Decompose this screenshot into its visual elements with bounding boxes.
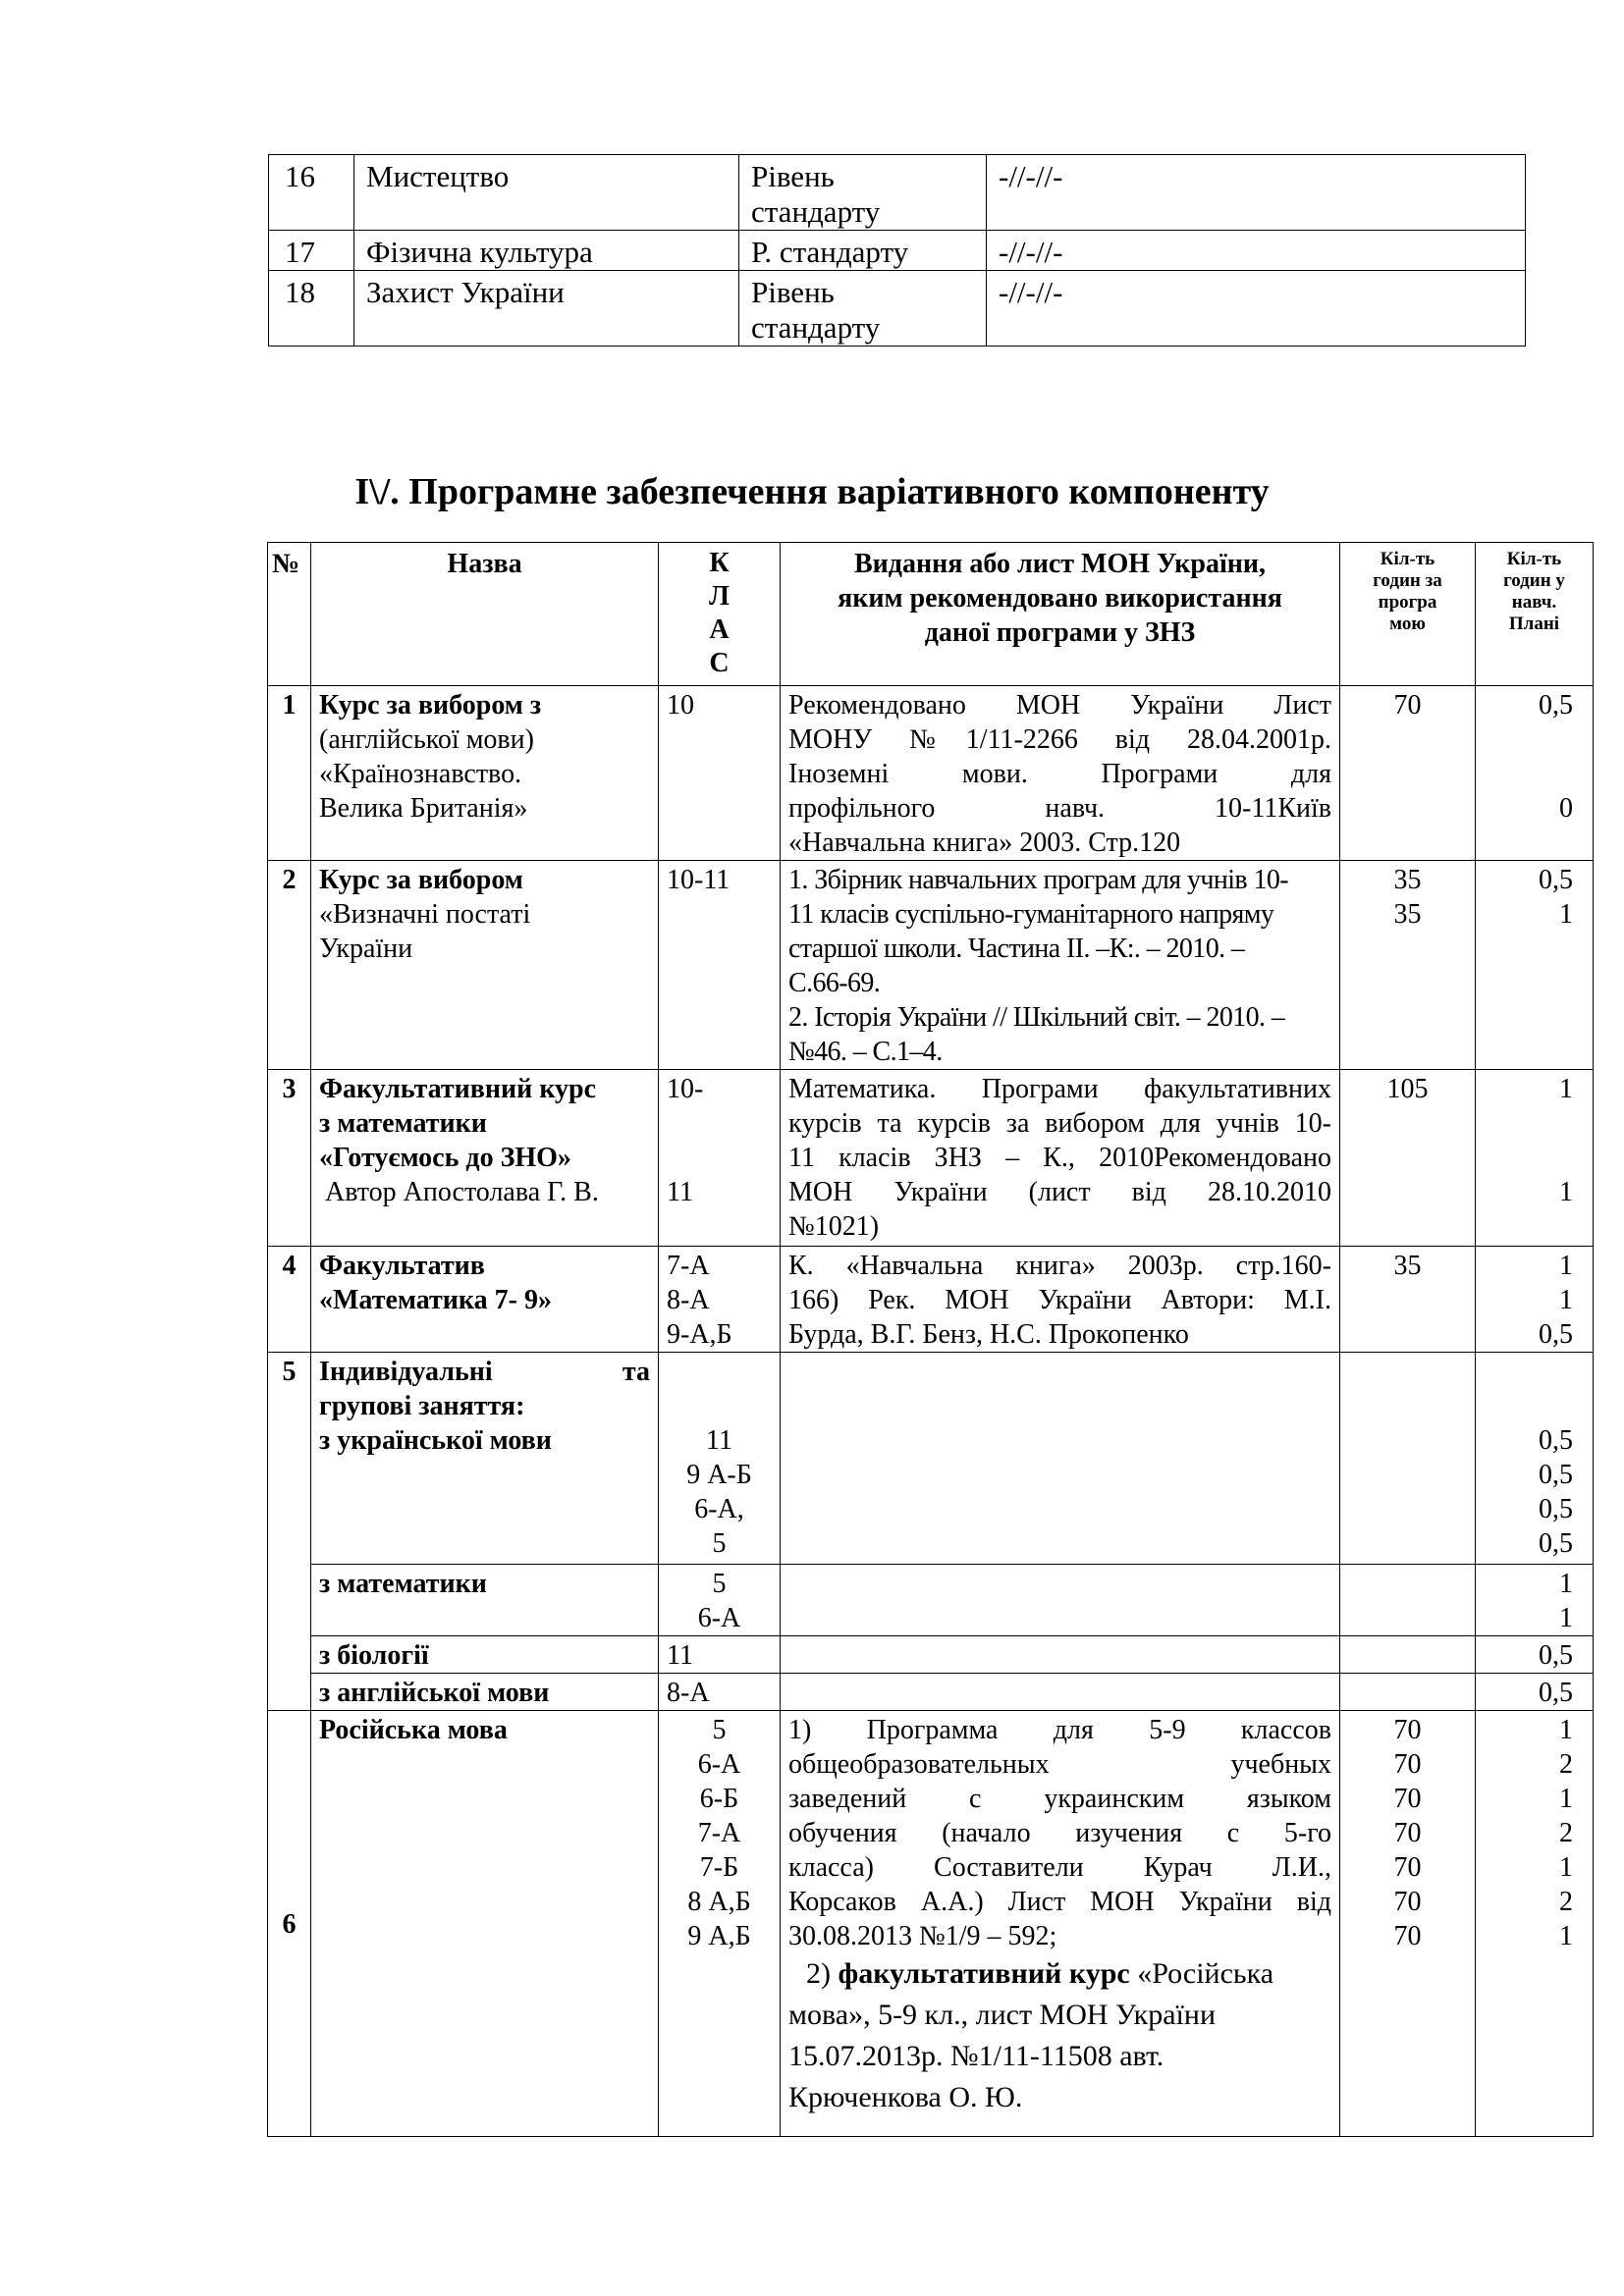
text-line: 1	[1559, 1921, 1573, 1951]
text-line: -//-//-	[999, 235, 1063, 269]
subject-note	[987, 271, 1526, 347]
text-line: 0,5	[1539, 1494, 1573, 1524]
table-row	[268, 1636, 1594, 1674]
course-subname: з математики	[311, 1565, 659, 1636]
header-publication	[781, 543, 1340, 686]
text-line: Рівень	[751, 159, 835, 193]
text-line: Захист України	[366, 275, 565, 309]
text-line: -//-//-	[999, 159, 1063, 193]
text-line: Автор Апостолава Г. В.	[325, 1177, 599, 1207]
course-plan	[1476, 1565, 1594, 1636]
text-line: профільного навч. 10-11Київ	[788, 793, 1331, 824]
subject-name	[354, 231, 739, 271]
subject-row	[269, 231, 1526, 271]
subject-number	[269, 155, 354, 231]
text-line: заведений с украинским языком	[788, 1784, 1331, 1814]
text-line: з української мови	[319, 1425, 552, 1456]
course-name	[311, 1353, 659, 1565]
course-name-bold	[319, 1072, 650, 1175]
text-line	[1484, 722, 1573, 757]
text-line: 105	[1386, 1074, 1429, 1104]
header-number: №	[268, 543, 311, 686]
text-line: 15.07.2013р. №1/11-11508 авт.	[788, 2040, 1164, 2072]
subject-row	[269, 155, 1526, 231]
text-line: 8 А,Б	[687, 1887, 751, 1917]
course-publication	[781, 861, 1340, 1070]
text-line: 70	[1393, 1749, 1422, 1780]
text-line: Рекомендовано МОН України Лист	[788, 690, 1331, 721]
text-line: 2	[1559, 1749, 1573, 1780]
program-table-header	[268, 543, 1594, 686]
text-line: 0,5	[1539, 1319, 1573, 1350]
text-line: групові заняття:	[319, 1391, 525, 1421]
text-line: К	[709, 548, 730, 578]
text-line	[667, 1389, 772, 1423]
text-line: Бурда, В.Г. Бенз, Н.С. Прокопенко	[788, 1319, 1189, 1350]
course-classes	[659, 1353, 781, 1565]
course-publication	[781, 1247, 1340, 1353]
course-plan	[1476, 1636, 1594, 1674]
section-title: I\/. Програмне забезпечення варіативного компоненту	[354, 471, 1270, 512]
text-line: 1	[1559, 1177, 1573, 1207]
text-line: 1	[1559, 1784, 1573, 1814]
text-line: 1	[1559, 1852, 1573, 1883]
text-line: 1. Збірник навчальних програм для учнів 10-	[788, 865, 1288, 895]
text-line: 35	[1393, 899, 1422, 930]
course-hours	[1340, 861, 1476, 1070]
text-line: 70	[1393, 1852, 1422, 1883]
course-hours	[1340, 1711, 1476, 2137]
course-publication	[781, 686, 1340, 861]
text-line: старшої школи. Частина ІІ. –К:. – 2010. –	[788, 934, 1245, 964]
text-line: 17	[285, 235, 315, 269]
text-line: навч.	[1511, 592, 1557, 613]
text-line: 6-А	[697, 1749, 741, 1780]
text-line: (англійської мови)	[319, 724, 534, 755]
text-line: 7-А	[697, 1818, 741, 1848]
text-line: мою	[1389, 614, 1426, 634]
course-classes	[659, 1711, 781, 2137]
publication-part-2	[788, 1953, 1331, 1995]
subject-level	[739, 231, 987, 271]
text-line: програ	[1378, 592, 1437, 613]
course-classes	[659, 1070, 781, 1247]
text-line: Л	[709, 581, 730, 612]
text-line: 0,5	[1539, 865, 1573, 895]
course-publication	[781, 1711, 1340, 2137]
text-line: Крюченкова О. Ю.	[788, 2081, 1023, 2113]
table-row	[268, 686, 1594, 861]
text-line: №46. – С.1–4.	[788, 1037, 943, 1067]
text-line	[667, 1141, 772, 1175]
text-line: 9 А-Б	[686, 1460, 752, 1490]
text-line: 5	[712, 1715, 727, 1745]
course-author	[319, 1175, 650, 1209]
text-line: Факультатив	[319, 1251, 485, 1281]
course-classes	[659, 1636, 781, 1674]
course-plan	[1476, 1674, 1594, 1711]
text-line: 2. Історія України // Шкільний світ. – 2010. –	[788, 1002, 1285, 1033]
text-line: 1	[1559, 1074, 1573, 1104]
text-line: 9-А,Б	[667, 1319, 732, 1350]
text-line: 11	[706, 1425, 732, 1456]
text-line: 5	[712, 1528, 727, 1559]
text-line: 0,5	[1539, 1640, 1573, 1671]
course-subname: з біології	[311, 1636, 659, 1674]
publication-part-2-prefix: 2)	[806, 1957, 831, 1990]
course-classes	[659, 1247, 781, 1353]
course-name: Російська мова	[311, 1711, 659, 2137]
subject-note	[987, 231, 1526, 271]
text-line: Мистецтво	[366, 159, 510, 193]
text-line: 11 класів суспільно-гуманітарного напряму	[788, 899, 1274, 930]
text-line: 11	[667, 1640, 693, 1671]
text-line: 2	[1559, 1818, 1573, 1848]
text-line	[1484, 1106, 1573, 1141]
course-name	[311, 861, 659, 1070]
text-line: годин у	[1503, 570, 1565, 591]
publication-part-2-lines	[788, 1995, 1331, 2118]
row-number: 2	[268, 861, 311, 1070]
table-row	[268, 1711, 1594, 2137]
text-line: Кіл-ть	[1380, 549, 1435, 569]
course-name-lines	[319, 722, 650, 826]
text-line: обучения (начало изучения с 5-го	[788, 1818, 1331, 1848]
text-line: 70	[1393, 690, 1422, 721]
text-line: МОН України (лист від 28.10.2010	[788, 1177, 1331, 1207]
text-line: 10-	[667, 1074, 704, 1104]
course-publication	[781, 1674, 1340, 1711]
text-line	[667, 1106, 772, 1141]
course-hours	[1340, 1565, 1476, 1636]
text-line: 1) Программа для 5-9 классов	[788, 1715, 1331, 1745]
text-line: 166) Рек. МОН України Автори: М.І.	[788, 1285, 1331, 1315]
text-line: 1	[1559, 1285, 1573, 1315]
text-line: 0,5	[1539, 690, 1573, 721]
row-number: 3	[268, 1070, 311, 1247]
subject-note	[987, 155, 1526, 231]
text-line: класса) Составители Курач Л.И.,	[788, 1852, 1331, 1883]
text-line: 0,5	[1539, 1460, 1573, 1490]
text-line: Математика. Програми факультативних	[788, 1074, 1331, 1104]
text-line: К. «Навчальна книга» 2003р. стр.160-	[788, 1251, 1331, 1281]
table-row	[268, 861, 1594, 1070]
text-line: 1	[1559, 1603, 1573, 1633]
table-row	[268, 1247, 1594, 1353]
text-line: 10	[667, 690, 694, 721]
text-line	[1484, 1389, 1573, 1423]
text-line: общеобразовательных учебных	[788, 1749, 1331, 1780]
text-line: 70	[1393, 1921, 1422, 1951]
text-line: 35	[1393, 865, 1422, 895]
course-name-bold: Курс за вибором з	[319, 690, 542, 721]
text-line: 6-А,	[694, 1494, 744, 1524]
subject-level	[739, 155, 987, 231]
course-hours	[1340, 1353, 1476, 1565]
text-line: Індивідуальні та	[319, 1357, 650, 1387]
text-line: 70	[1393, 1784, 1422, 1814]
header-name: Назва	[311, 543, 659, 686]
text-line: 70	[1393, 1715, 1422, 1745]
text-line: Фізична культура	[366, 235, 593, 269]
subjects-table	[268, 154, 1526, 347]
text-line: «Країнознавство.	[319, 759, 522, 789]
text-line: даної програми у ЗНЗ	[924, 617, 1196, 648]
text-line: Велика Британія»	[319, 793, 528, 824]
course-classes	[659, 861, 781, 1070]
course-plan	[1476, 1353, 1594, 1565]
text-line: 9 А,Б	[687, 1921, 751, 1951]
text-line: курсів та курсів за вибором для учнів 10-	[788, 1108, 1331, 1139]
table-row	[268, 1674, 1594, 1711]
text-line: МОНУ №1/11-2266 від 28.04.2001р.	[788, 724, 1331, 755]
text-line: 7-А	[667, 1251, 710, 1281]
course-hours	[1340, 1070, 1476, 1247]
subject-name	[354, 155, 739, 231]
text-line: стандарту	[751, 310, 881, 345]
text-line	[667, 1355, 772, 1389]
program-table	[267, 542, 1594, 2137]
course-publication	[781, 1636, 1340, 1674]
text-line: 35	[1393, 1251, 1422, 1281]
row-number: 5	[268, 1353, 311, 1711]
text-line: 18	[285, 275, 315, 309]
table-row	[268, 1070, 1594, 1247]
text-line: «Готуємось до ЗНО»	[319, 1143, 571, 1173]
table-row	[268, 1565, 1594, 1636]
publication-part-2-bold: факультативний курс	[838, 1957, 1130, 1990]
text-line: №1021)	[788, 1211, 880, 1242]
text-line: 0	[1559, 793, 1573, 824]
subject-row	[269, 271, 1526, 347]
text-line: С.66-69.	[788, 968, 881, 998]
course-classes	[659, 686, 781, 861]
course-hours	[1340, 1674, 1476, 1711]
course-plan	[1476, 686, 1594, 861]
subject-number	[269, 231, 354, 271]
publication-part-2-first: «Російська	[1137, 1957, 1274, 1990]
text-line: 7-Б	[699, 1852, 739, 1883]
course-classes	[659, 1565, 781, 1636]
course-name-bold: Курс за вибором	[319, 865, 523, 895]
text-line: С	[709, 648, 730, 678]
text-line: А	[709, 614, 730, 645]
text-line: «Математика 7- 9»	[319, 1285, 552, 1315]
text-line: 2	[1559, 1887, 1573, 1917]
text-line: України	[319, 934, 413, 964]
text-line: Р. стандарту	[751, 235, 909, 269]
text-line: 8-А	[667, 1678, 710, 1708]
course-name-lines	[319, 897, 650, 966]
table-row	[268, 1353, 1594, 1565]
subject-name	[354, 271, 739, 347]
text-line: Плані	[1508, 614, 1560, 634]
text-line: 1	[1559, 1251, 1573, 1281]
course-publication	[781, 1070, 1340, 1247]
text-line: Корсаков А.А.) Лист МОН України від	[788, 1887, 1331, 1917]
text-line: 6-А	[697, 1603, 741, 1633]
text-line: 1	[1559, 1569, 1573, 1599]
text-line: 0,5	[1539, 1528, 1573, 1559]
text-line: 1	[1559, 1715, 1573, 1745]
subject-number	[269, 271, 354, 347]
header-hours-program	[1340, 543, 1476, 686]
header-hours-plan	[1476, 543, 1594, 686]
text-line: 0,5	[1539, 1678, 1573, 1708]
row-number: 1	[268, 686, 311, 861]
course-subname: з англійської мови	[311, 1674, 659, 1711]
text-line: мова», 5-9 кл., лист МОН України	[788, 1999, 1216, 2031]
text-line: 11 класів ЗНЗ – К., 2010Рекомендовано	[788, 1143, 1331, 1173]
text-line: 5	[712, 1569, 727, 1599]
subjects-table-body	[269, 155, 1526, 347]
course-plan	[1476, 861, 1594, 1070]
course-plan	[1476, 1247, 1594, 1353]
text-line: Кіл-ть	[1506, 549, 1562, 569]
publication-part-1	[788, 1713, 1331, 1953]
row-number: 4	[268, 1247, 311, 1353]
text-line: 30.08.2013 №1/9 – 592;	[788, 1921, 1057, 1951]
text-line	[1484, 1355, 1573, 1389]
course-hours	[1340, 1636, 1476, 1674]
course-name	[311, 1070, 659, 1247]
course-hours	[1340, 686, 1476, 861]
text-line: стандарту	[751, 194, 881, 229]
text-line: -//-//-	[999, 275, 1063, 309]
text-line	[1484, 757, 1573, 791]
text-line: «Навчальна книга» 2003. Стр.120	[788, 828, 1181, 858]
subject-level	[739, 271, 987, 347]
header-class	[659, 543, 781, 686]
text-line: «Визначні постаті	[319, 899, 531, 930]
text-line: Іноземні мови. Програми для	[788, 759, 1331, 789]
text-line: 10-11	[667, 865, 731, 895]
text-line	[1484, 1141, 1573, 1175]
row-number: 6	[268, 1711, 311, 2137]
course-classes	[659, 1674, 781, 1711]
text-line: Видання або лист МОН України,	[853, 549, 1267, 579]
text-line: 70	[1393, 1818, 1422, 1848]
text-line: яким рекомендовано використання	[838, 583, 1282, 614]
text-line: 16	[285, 159, 315, 193]
text-line: 70	[1393, 1887, 1422, 1917]
text-line: Рівень	[751, 275, 835, 309]
course-publication	[781, 1565, 1340, 1636]
course-name	[311, 1247, 659, 1353]
course-hours	[1340, 1247, 1476, 1353]
program-table-body	[268, 686, 1594, 2137]
text-line: з математики	[319, 1108, 487, 1139]
text-line: 6-Б	[699, 1784, 739, 1814]
text-line: 0,5	[1539, 1425, 1573, 1456]
text-line: 8-А	[667, 1285, 710, 1315]
course-publication	[781, 1353, 1340, 1565]
course-name	[311, 686, 659, 861]
text-line: 1	[1559, 899, 1573, 930]
course-plan	[1476, 1711, 1594, 2137]
course-plan	[1476, 1070, 1594, 1247]
text-line: годин за	[1373, 570, 1442, 591]
text-line: Факультативний курс	[319, 1074, 597, 1104]
text-line: 11	[667, 1177, 693, 1207]
